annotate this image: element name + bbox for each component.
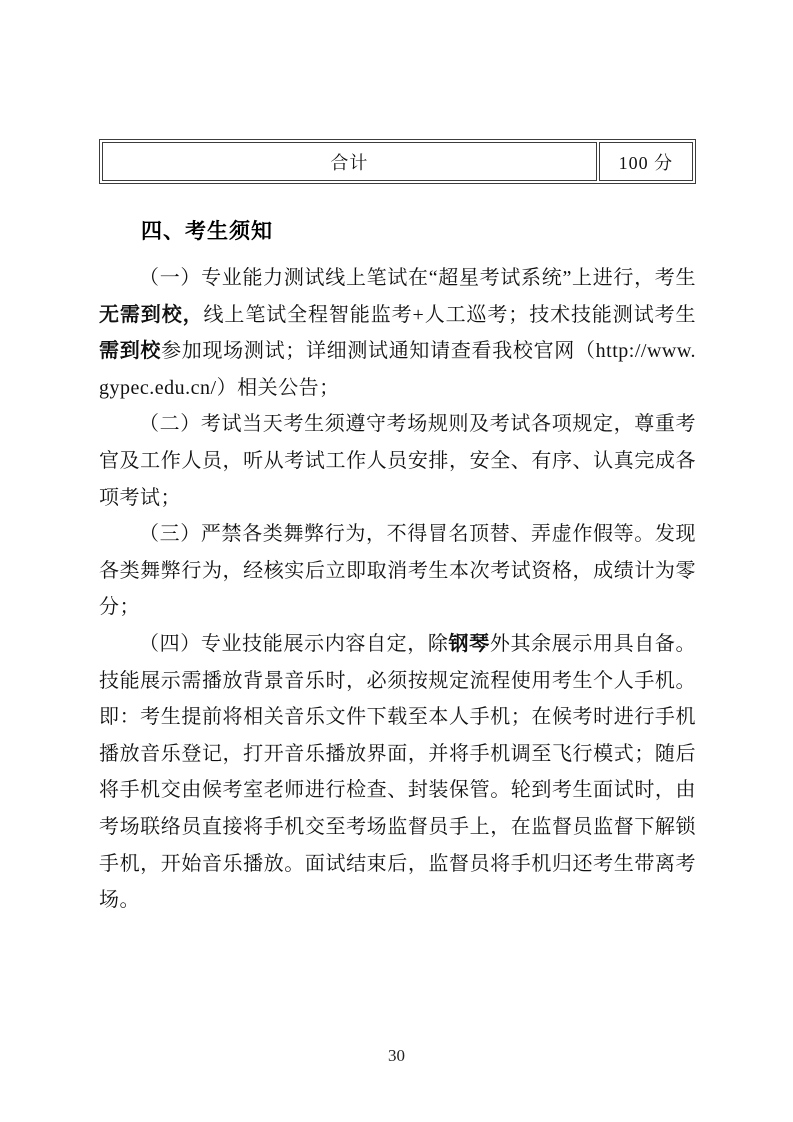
total-value-cell: 100 分 xyxy=(599,142,693,181)
paragraph xyxy=(99,516,696,626)
document-content xyxy=(99,139,696,919)
text-run: （四）专业技能展示内容自定，除 xyxy=(139,632,449,655)
paragraph xyxy=(99,260,696,406)
bold-text-run: 无需到校， xyxy=(99,303,204,326)
bold-text-run: 钢琴 xyxy=(448,632,490,655)
text-run: （三）严禁各类舞弊行为，不得冒名顶替、弄虚作假等。发现各类舞弊行为，经核实后立即取消考生本次考试资格，成绩计为零分； xyxy=(99,523,696,619)
page-number: 30 xyxy=(388,1046,405,1065)
paragraphs-container xyxy=(99,260,696,919)
score-table xyxy=(99,139,696,184)
table-row xyxy=(102,142,693,181)
text-run: 参加现场测试；详细测试通知请查看我校官网（http://www.gypec.edu.cn/）相关公告； xyxy=(99,340,696,399)
total-label-cell: 合计 xyxy=(102,142,597,181)
bold-text-run: 需到校 xyxy=(99,340,162,363)
paragraph xyxy=(99,626,696,919)
paragraph xyxy=(99,406,696,516)
text-run: 外其余展示用具自备。技能展示需播放背景音乐时，必须按规定流程使用考生个人手机。即：考生提前将相关音乐文件下载至本人手机；在候考时进行手机播放音乐登记，打开音乐播放界面，并将手机调至飞行模式；随后将手机交由候考室老师进行检查、封装保管。轮到考生面试时，由考场联络员直接将手机交至考场监督员手上，在监督员监督下解锁手机，开始音乐播放。面试结束后，监督员将手机归还考生带离考场。 xyxy=(99,632,697,912)
section-heading: 四、考生须知 xyxy=(141,220,273,243)
text-run: 线上笔试全程智能监考+人工巡考；技术技能测试考生 xyxy=(203,303,697,326)
text-run: （二）考试当天考生须遵守考场规则及考试各项规定，尊重考官及工作人员，听从考试工作人员安排，安全、有序、认真完成各项考试； xyxy=(99,413,696,509)
text-run: （一）专业能力测试线上笔试在“超星考试系统”上进行，考生 xyxy=(139,267,696,289)
